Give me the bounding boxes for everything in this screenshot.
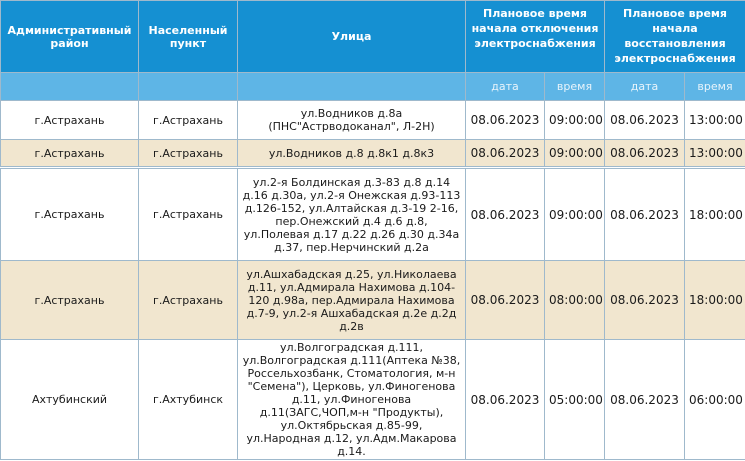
cell-settlement: г.Астрахань <box>139 169 238 261</box>
cell-on-time: 06:00:00 <box>685 340 745 460</box>
table-row <box>1 261 745 340</box>
cell-on-date: 08.06.2023 <box>605 101 685 140</box>
cell-on-date: 08.06.2023 <box>605 340 685 460</box>
subheader-empty <box>139 73 238 101</box>
cell-street: ул.Водников д.8 д.8к1 д.8к3 <box>238 140 466 167</box>
header-settlement: Населенный пункт <box>139 1 238 73</box>
cell-on-time: 18:00:00 <box>685 261 745 340</box>
subheader-on-date: дата <box>605 73 685 101</box>
subheader-off-date: дата <box>466 73 545 101</box>
cell-district: г.Астрахань <box>1 101 139 140</box>
header-restore-time: Плановое время начала восстановления электроснабжения <box>605 1 745 73</box>
table-row <box>1 101 745 140</box>
cell-district: г.Астрахань <box>1 261 139 340</box>
subheader-off-time: время <box>545 73 605 101</box>
cell-district: г.Астрахань <box>1 140 139 167</box>
cell-off-date: 08.06.2023 <box>466 140 545 167</box>
cell-on-time: 13:00:00 <box>685 101 745 140</box>
cell-off-time: 08:00:00 <box>545 261 605 340</box>
cell-street: ул.Волгоградская д.111, ул.Волгоградская д.111(Аптека №38, Россельхозбанк, Стоматология, м-н "Семена"), Церковь, ул.Финогенова д.11, ул.Финогенова д.11(ЗАГС,ЧОП,м-н "Продукты), ул.Октябрьская д.85-99, ул.Народная д.12, ул.Адм.Макарова д.14. <box>238 340 466 460</box>
cell-settlement: г.Астрахань <box>139 140 238 167</box>
cell-off-time: 09:00:00 <box>545 169 605 261</box>
cell-off-time: 05:00:00 <box>545 340 605 460</box>
cell-street: ул.Водников д.8а (ПНС"Астрводоканал", Л-2Н) <box>238 101 466 140</box>
cell-on-date: 08.06.2023 <box>605 140 685 167</box>
subheader-empty <box>238 73 466 101</box>
cell-district: Ахтубинский <box>1 340 139 460</box>
subheader-empty <box>1 73 139 101</box>
cell-settlement: г.Ахтубинск <box>139 340 238 460</box>
cell-off-date: 08.06.2023 <box>466 261 545 340</box>
cell-on-time: 13:00:00 <box>685 140 745 167</box>
cell-off-date: 08.06.2023 <box>466 101 545 140</box>
header-street: Улица <box>238 1 466 73</box>
cell-off-date: 08.06.2023 <box>466 169 545 261</box>
cell-street: ул.Ашхабадская д.25, ул.Николаева д.11, ул.Адмирала Нахимова д.104-120 д.98а, пер.Адмирала Нахимова д.7-9, ул.2-я Ашхабадская д.2е д.2д д.2в <box>238 261 466 340</box>
cell-off-time: 09:00:00 <box>545 140 605 167</box>
cell-settlement: г.Астрахань <box>139 261 238 340</box>
table-row <box>1 169 745 261</box>
cell-district: г.Астрахань <box>1 169 139 261</box>
table-row <box>1 140 745 167</box>
subheader-on-time: время <box>685 73 745 101</box>
cell-street: ул.2-я Болдинская д.3-83 д.8 д.14 д.16 д.30а, ул.2-я Онежская д.93-113 д.126-152, ул.Алтайская д.3-19 2-16, пер.Онежский д.4 д.6 д.8, ул.Полевая д.17 д.22 д.26 д.30 д.34а д.37, пер.Нерчинский д.2а <box>238 169 466 261</box>
header-district: Административный район <box>1 1 139 73</box>
cell-off-date: 08.06.2023 <box>466 340 545 460</box>
cell-on-time: 18:00:00 <box>685 169 745 261</box>
table-row <box>1 340 745 460</box>
cell-on-date: 08.06.2023 <box>605 261 685 340</box>
cell-on-date: 08.06.2023 <box>605 169 685 261</box>
cell-settlement: г.Астрахань <box>139 101 238 140</box>
cell-off-time: 09:00:00 <box>545 101 605 140</box>
header-off-time: Плановое время начала отключения электроснабжения <box>466 1 605 73</box>
